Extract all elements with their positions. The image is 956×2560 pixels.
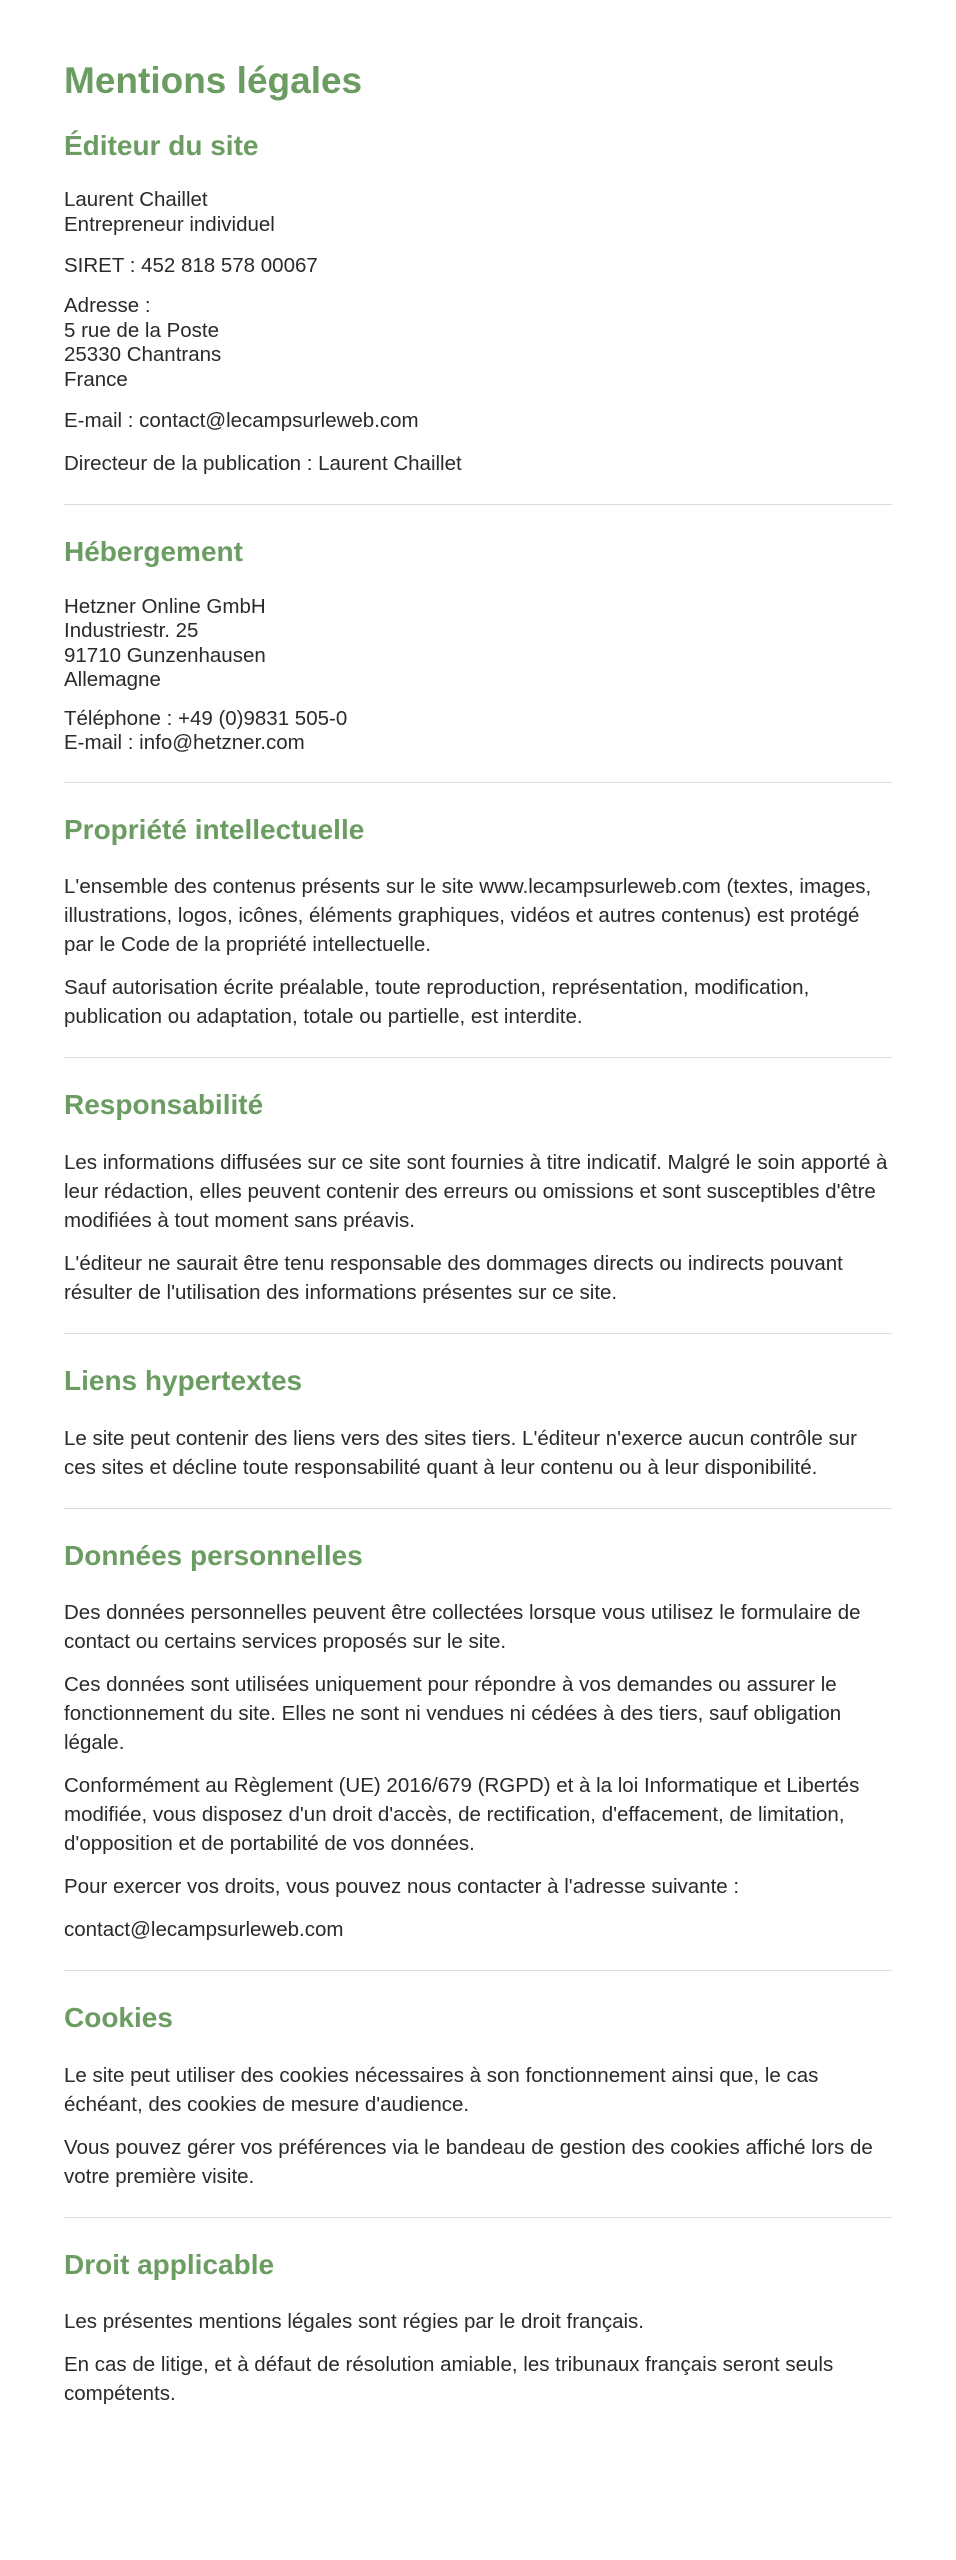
section-divider [64, 782, 892, 783]
liens-paragraph-1: Le site peut contenir des liens vers des sites tiers. L'éditeur n'exerce aucun contrôle sur ces sites et décline toute responsabilité quant à leur contenu ou à leur disponibilité. [64, 1426, 857, 1479]
address-label: Adresse : [64, 294, 151, 318]
editeur-address [64, 294, 892, 392]
section-editeur [64, 129, 892, 479]
host-phone: Téléphone : +49 (0)9831 505-0 [64, 706, 348, 730]
donnees-contact-email: contact@lecampsurleweb.com [64, 1918, 344, 1942]
donnees-paragraph-1: Des données personnelles peuvent être collectées lorsque vous utilisez le formulaire de contact ou certains services proposés sur le site. [64, 1601, 861, 1654]
host-contact [64, 707, 892, 756]
section-heading-droit: Droit applicable [64, 2248, 275, 2280]
section-heading-responsabilite: Responsabilité [64, 1089, 264, 1121]
section-divider [64, 1970, 892, 1971]
section-donnees [64, 1539, 892, 1945]
donnees-paragraph-4: Pour exercer vos droits, vous pouvez nous contacter à l'adresse suivante : [64, 1875, 740, 1899]
page-title: Mentions légales [64, 60, 363, 101]
address-street: 5 rue de la Poste [64, 318, 219, 342]
editeur-siret: SIRET : 452 818 578 00067 [64, 254, 318, 278]
host-street: Industriestr. 25 [64, 619, 199, 643]
host-email: E-mail : info@hetzner.com [64, 731, 305, 755]
donnees-paragraph-2: Ces données sont utilisées uniquement pour répondre à vos demandes ou assurer le fonctionnement du site. Elles ne sont ni vendues ni cédées à des tiers, sauf obligation légale. [64, 1673, 842, 1755]
host-country: Allemagne [64, 668, 161, 692]
section-heading-donnees: Données personnelles [64, 1539, 363, 1571]
editeur-status: Entrepreneur individuel [64, 212, 275, 236]
host-name: Hetzner Online GmbH [64, 594, 266, 618]
editeur-director: Directeur de la publication : Laurent Chaillet [64, 452, 462, 476]
section-divider [64, 1333, 892, 1334]
cookies-paragraph-2: Vous pouvez gérer vos préférences via le bandeau de gestion des cookies affiché lors de votre première visite. [64, 2135, 873, 2188]
host-address [64, 595, 892, 693]
host-city: 91710 Gunzenhausen [64, 643, 266, 667]
donnees-paragraph-3: Conformément au Règlement (UE) 2016/679 (RGPD) et à la loi Informatique et Libertés modifiée, vous disposez d'un droit d'accès, de rectification, d'effacement, de limitation, d'opposition et de portabilité de vos données. [64, 1774, 860, 1856]
responsabilite-paragraph-1: Les informations diffusées sur ce site sont fournies à titre indicatif. Malgré le soin apporté à leur rédaction, elles peuvent contenir des erreurs ou omissions et sont susceptibles d'être modifiées à tout moment sans préavis. [64, 1150, 888, 1232]
section-heading-hebergement: Hébergement [64, 536, 243, 568]
address-country: France [64, 367, 128, 391]
editeur-email: E-mail : contact@lecampsurleweb.com [64, 409, 419, 433]
cookies-paragraph-1: Le site peut utiliser des cookies nécessaires à son fonctionnement ainsi que, le cas échéant, des cookies de mesure d'audience. [64, 2063, 819, 2116]
address-city: 25330 Chantrans [64, 343, 222, 367]
editeur-identity [64, 188, 892, 237]
droit-paragraph-2: En cas de litige, et à défaut de résolution amiable, les tribunaux français seront seuls compétents. [64, 2353, 834, 2406]
section-propriete [64, 813, 892, 1032]
section-divider [64, 504, 892, 505]
section-liens [64, 1364, 892, 1482]
section-heading-cookies: Cookies [64, 2002, 173, 2034]
section-divider [64, 1057, 892, 1058]
section-droit [64, 2248, 892, 2409]
section-divider [64, 1508, 892, 1509]
propriete-paragraph-1: L'ensemble des contenus présents sur le site www.lecampsurleweb.com (textes, images, illustrations, logos, icônes, éléments graphiques, vidéos et autres contenus) est protégé par le Code de la propriété intellectuelle. [64, 875, 872, 957]
section-heading-propriete: Propriété intellectuelle [64, 813, 365, 845]
section-heading-editeur: Éditeur du site [64, 129, 259, 161]
section-responsabilite [64, 1088, 892, 1307]
section-hebergement [64, 535, 892, 756]
section-divider [64, 2217, 892, 2218]
section-cookies [64, 2001, 892, 2191]
propriete-paragraph-2: Sauf autorisation écrite préalable, toute reproduction, représentation, modification, publication ou adaptation, totale ou partielle, est interdite. [64, 976, 810, 1029]
responsabilite-paragraph-2: L'éditeur ne saurait être tenu responsable des dommages directs ou indirects pouvant résulter de l'utilisation des informations présentes sur ce site. [64, 1251, 843, 1304]
section-heading-liens: Liens hypertextes [64, 1364, 303, 1396]
editeur-name: Laurent Chaillet [64, 188, 208, 212]
droit-paragraph-1: Les présentes mentions légales sont régies par le droit français. [64, 2310, 645, 2334]
